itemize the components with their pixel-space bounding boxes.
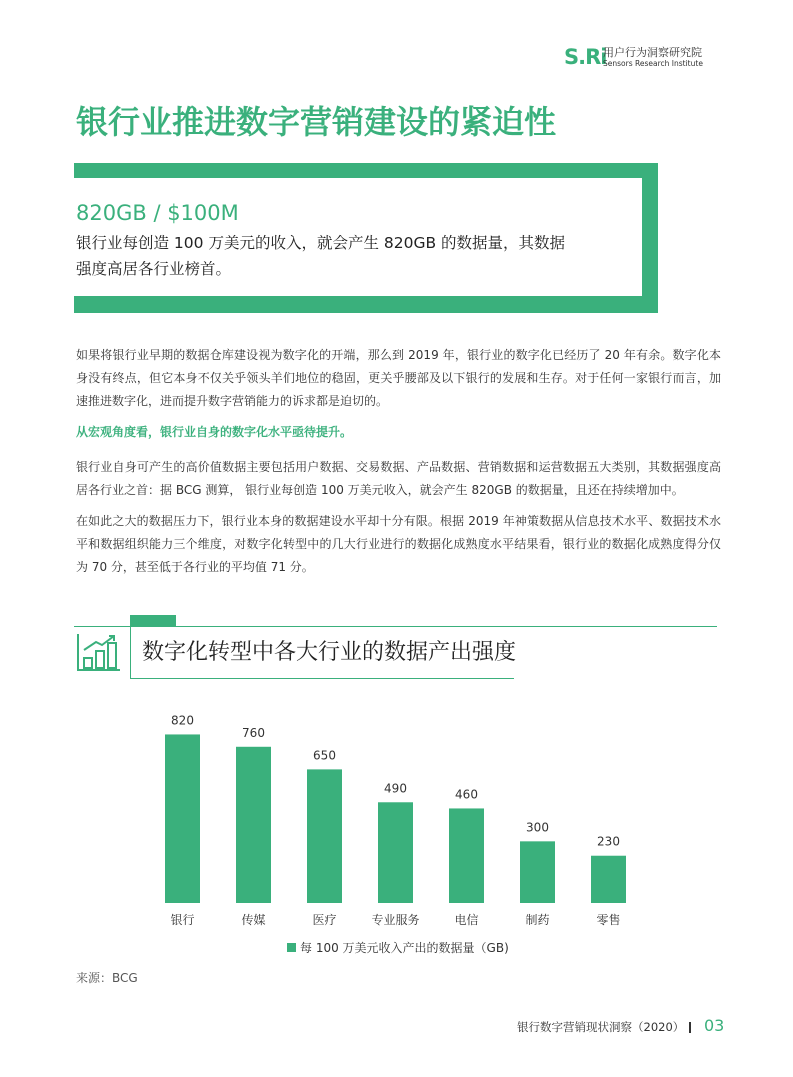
category-label: 传媒 — [241, 913, 266, 927]
highlight-paragraph: 从宏观角度看，银行业自身的数字化水平亟待提升。 — [76, 425, 353, 439]
body-paragraph-1: 如果将银行业早期的数据仓库建设视为数字化的开端，那么到 2019 年，银行业的数字化已经历了 20 年有余。数字化本身没有终点，但它本身不仅关乎领头羊们地位的稳固，更关乎腰部及以下银行的发展和生存。对于任何一家银行而言，加速推进数字化，进而提升数字营销能力的诉求都是迫切的。 — [76, 348, 721, 408]
bar-value-label: 230 — [597, 834, 620, 849]
bar-3 — [307, 769, 342, 903]
callout-frame-top — [74, 163, 658, 178]
bar-chart — [0, 690, 793, 970]
section-vertical-line — [130, 615, 131, 679]
category-label: 专业服务 — [371, 913, 420, 927]
logo-mark: S.Ri — [564, 45, 607, 69]
bar-2 — [236, 747, 271, 903]
footer-separator — [689, 1022, 691, 1033]
category-label: 零售 — [596, 913, 621, 927]
logo-chinese-name: 用户行为洞察研究院 — [603, 46, 702, 59]
bar-value-label: 820 — [171, 713, 194, 728]
callout-frame-right — [642, 163, 658, 313]
callout-text: 银行业每创造 100 万美元的收入，就会产生 820GB 的数据量，其数据强度高居各行业榜首。 — [76, 234, 566, 278]
legend-label: 每 100 万美元收入产出的数据量（GB) — [300, 941, 509, 955]
growth-chart-icon — [76, 632, 122, 672]
category-label: 医疗 — [312, 913, 337, 927]
callout-heading: 820GB / $100M — [76, 201, 239, 225]
callout-frame-bottom — [74, 296, 658, 313]
bar-value-label: 490 — [384, 781, 407, 796]
legend-swatch — [287, 943, 296, 952]
bar-value-label: 460 — [455, 787, 478, 802]
bar-7 — [591, 856, 626, 903]
logo-english-name: Sensors Research Institute — [603, 59, 703, 68]
page-title: 银行业推进数字营销建设的紧迫性 — [76, 103, 557, 141]
bar-1 — [165, 734, 200, 903]
category-label: 制药 — [525, 913, 550, 927]
bar-value-label: 760 — [242, 725, 265, 740]
footer-report-title: 银行数字营销现状洞察（2020） — [517, 1020, 685, 1034]
category-label: 电信 — [454, 913, 479, 927]
bar-5 — [449, 808, 484, 903]
section-divider — [74, 626, 717, 627]
chart-section-title: 数字化转型中各大行业的数据产出强度 — [142, 640, 517, 665]
bar-value-label: 650 — [313, 748, 336, 763]
section-title-underline — [130, 678, 514, 679]
bar-4 — [378, 802, 413, 903]
source-note: 来源：BCG — [76, 971, 138, 985]
section-tab-marker — [130, 615, 176, 626]
category-label: 银行 — [170, 913, 195, 927]
bar-value-label: 300 — [526, 820, 549, 835]
body-paragraph-2: 银行业自身可产生的高价值数据主要包括用户数据、交易数据、产品数据、营销数据和运营数据五大类别，其数据强度高居各行业之首：据 BCG 测算， 银行业每创造 100 万美元收入，就会产生 820GB 的数据量，且还在持续增加中。 — [76, 460, 721, 497]
bar-6 — [520, 841, 555, 903]
body-paragraph-3: 在如此之大的数据压力下，银行业本身的数据建设水平却十分有限。根据 2019 年神策数据从信息技术水平、数据技术水平和数据组织能力三个维度，对数字化转型中的几大行业进行的数据化成熟度水平结果看，银行业的数据化成熟度得分仅为 70 分，甚至低于各行业的平均值 71 分。 — [76, 514, 721, 574]
brand-logo — [564, 46, 724, 70]
page-number: 03 — [704, 1016, 725, 1035]
